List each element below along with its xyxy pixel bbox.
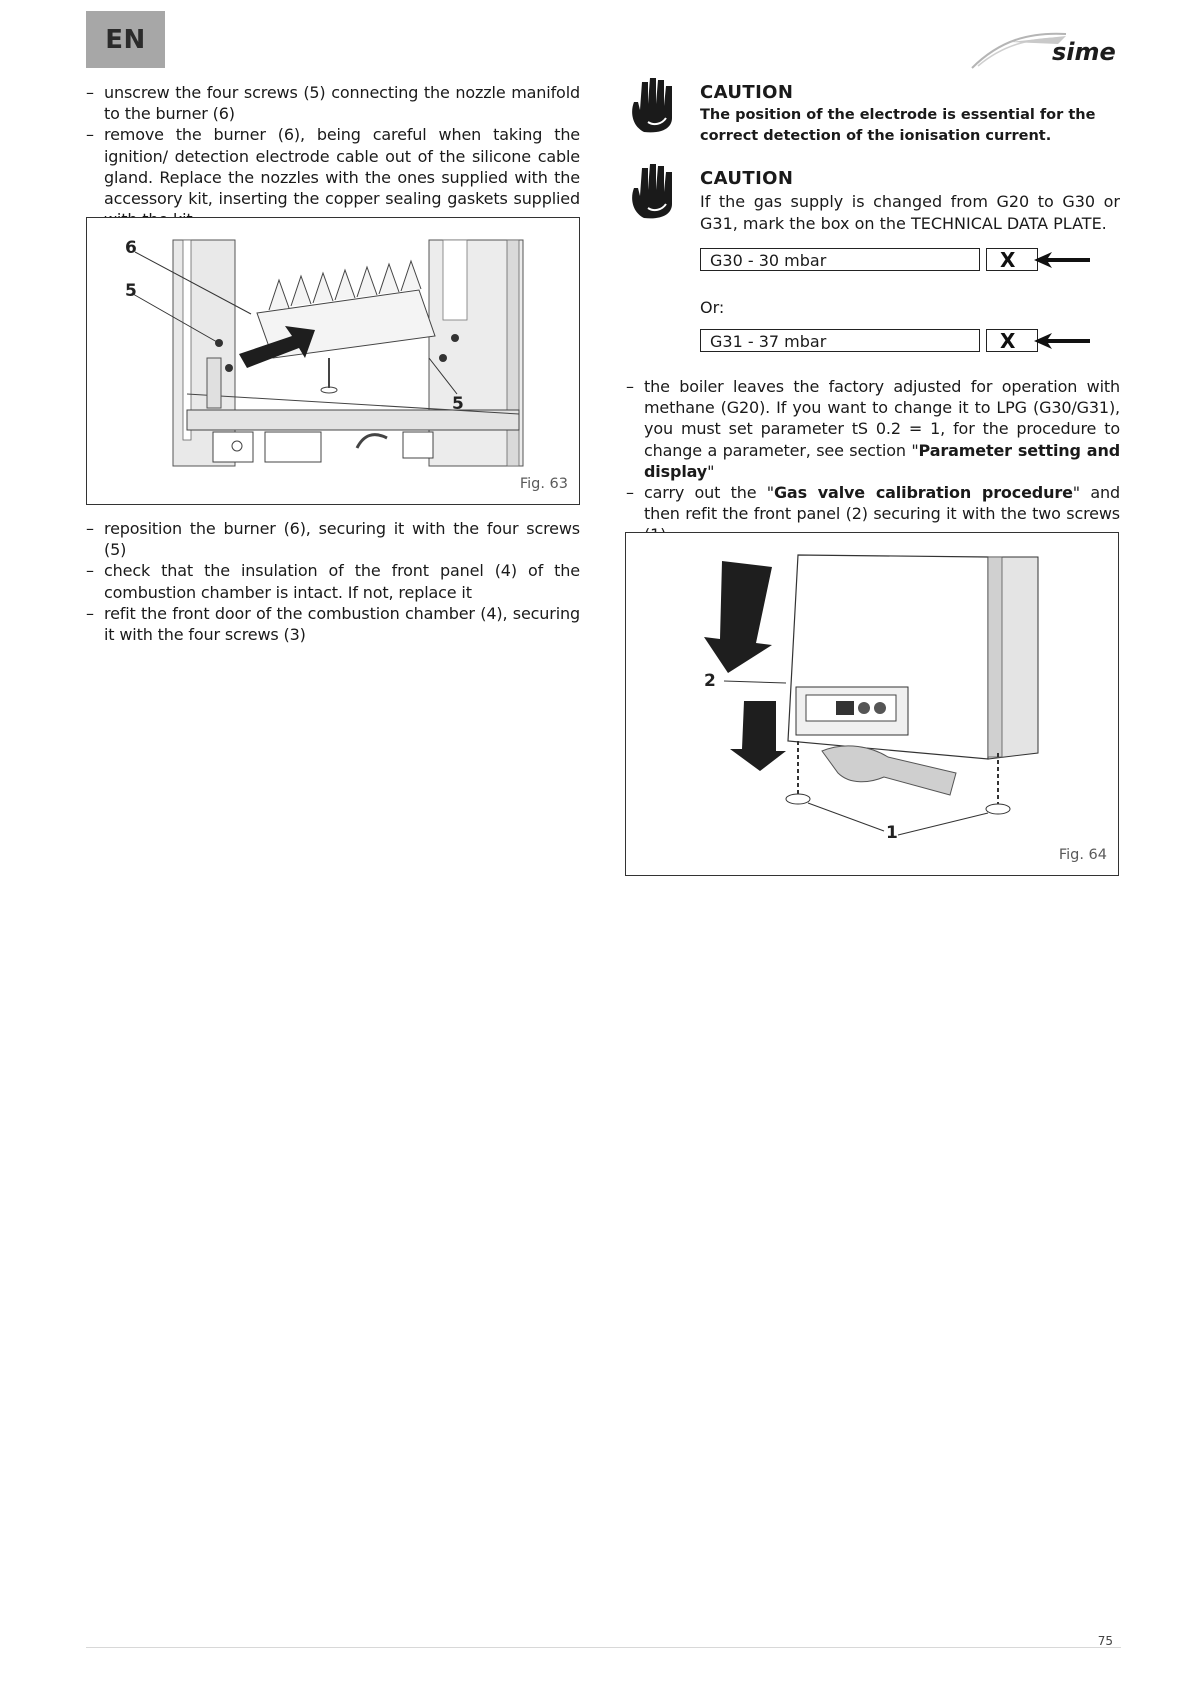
left-column xyxy=(86,82,580,230)
page-number: 75 xyxy=(1097,1634,1113,1648)
list-item: – refit the front door of the combustion chamber (4), securing it with the four screws (3) xyxy=(86,603,580,645)
list-item: – check that the insulation of the front panel (4) of the combustion chamber is intact. If not, replace it xyxy=(86,560,580,602)
caution-text xyxy=(700,168,1120,234)
caution-title: CAUTION xyxy=(700,82,794,103)
hand-stop-icon xyxy=(626,158,688,220)
arrow-left-icon xyxy=(1030,250,1092,270)
callout-2: 2 xyxy=(704,671,716,691)
caution-message: If the gas supply is changed from G20 to G30 or G31, mark the box on the TECHNICAL DATA PLATE. xyxy=(700,192,1120,233)
callout-6: 6 xyxy=(125,238,137,258)
list-item xyxy=(626,376,1120,482)
burner-illustration xyxy=(87,218,579,504)
instruction-list-top xyxy=(86,82,580,230)
arrow-left-icon xyxy=(1030,331,1092,351)
section-reference: Parameter setting and display xyxy=(644,440,1120,481)
gas-option-label: G30 - 30 mbar xyxy=(700,248,980,271)
check-mark: X xyxy=(1000,330,1016,351)
callout-5: 5 xyxy=(452,394,464,414)
callout-1: 1 xyxy=(886,823,898,843)
caution-title: CAUTION xyxy=(700,168,794,189)
or-label: Or: xyxy=(700,298,725,317)
gas-option-label: G31 - 37 mbar xyxy=(700,329,980,352)
caution-text xyxy=(700,82,1120,147)
boiler-front-panel-illustration xyxy=(626,533,1118,875)
logo-text: sime xyxy=(1052,38,1116,66)
gas-option-row xyxy=(700,248,1092,274)
section-reference: Gas valve calibration procedure xyxy=(773,483,1073,503)
figure-caption: Fig. 64 xyxy=(1058,847,1107,863)
figure-63 xyxy=(86,217,580,505)
list-text: " xyxy=(707,461,715,481)
gas-option-row xyxy=(700,329,1092,355)
list-item: – remove the burner (6), being careful when taking the ignition/ detection electrode cable out of the silicone cable gland. Replace the nozzles with the ones supplied with the accessory kit, inserting the copper sealing gaskets supplied xyxy=(86,124,580,230)
instruction-list-bottom xyxy=(86,518,580,645)
list-text: " and then refit the front panel (2) securing it with the two screws xyxy=(644,483,1120,524)
list-text: carry out the " xyxy=(644,483,774,503)
language-tab xyxy=(86,11,165,68)
language-label: EN xyxy=(105,25,146,55)
footer-divider xyxy=(86,1647,1121,1648)
sime-logo xyxy=(970,20,1122,72)
caution-message: The position of the electrode is essential for the correct detection of the ionisation current. xyxy=(700,107,1096,144)
check-mark: X xyxy=(1000,249,1016,270)
list-text: the boiler leaves the factory adjusted for operation with methane (G20). If you want to change it to LPG (G30/G31), you must set parameter tS 0.2 = 1, for the procedure to change a parameter, see section " xyxy=(644,377,1120,460)
callout-5: 5 xyxy=(125,281,137,301)
instruction-list-right xyxy=(626,376,1120,546)
list-item: – reposition the burner (6), securing it with the four screws (5) xyxy=(86,518,580,560)
figure-64 xyxy=(625,532,1119,876)
figure-caption: Fig. 63 xyxy=(519,476,568,492)
list-item: – unscrew the four screws (5) connecting the nozzle manifold to the burner (6) xyxy=(86,82,580,124)
hand-stop-icon xyxy=(626,72,688,134)
